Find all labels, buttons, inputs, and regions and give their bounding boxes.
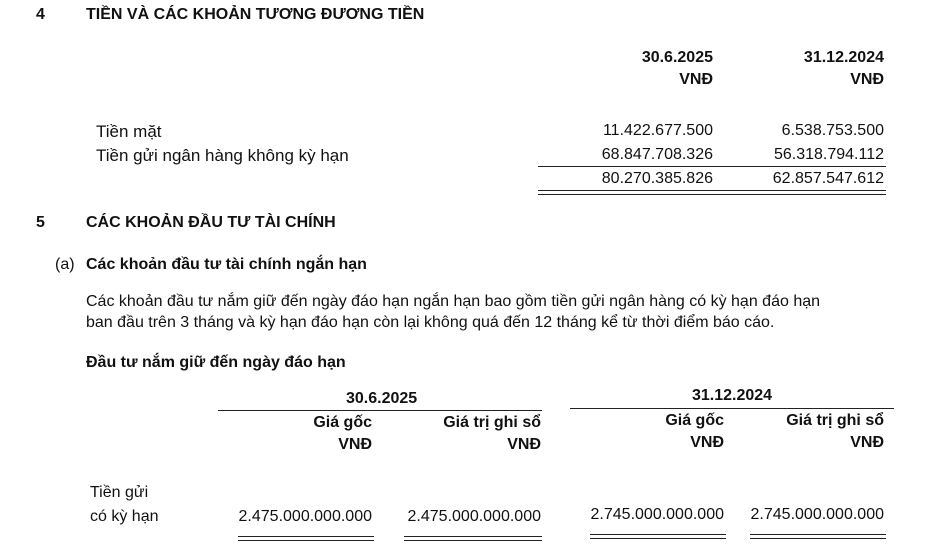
cost-currency-2024: VNĐ <box>690 434 724 451</box>
term-deposit-book-2025: 2.475.000.000.000 <box>407 508 541 525</box>
period-2024-header: 31.12.2024 <box>692 387 773 404</box>
subsection-a-label: (a) <box>55 256 75 273</box>
cost-header-2025: Giá gốc <box>313 414 372 431</box>
demand-deposit-label: Tiền gửi ngân hàng không kỳ hạn <box>96 146 349 165</box>
book-2025-double-rule-top <box>404 536 542 537</box>
section-4-col2-currency: VNĐ <box>850 71 884 88</box>
total-double-rule-bottom <box>538 194 886 195</box>
paragraph-line-1: Các khoản đầu tư nắm giữ đến ngày đáo hạn ngắn hạn bao gồm tiền gửi ngân hàng có kỳ hạn đáo hạn <box>86 293 821 310</box>
term-deposit-label-line-2: có kỳ hạn <box>90 508 159 525</box>
cost-2025-double-rule-top <box>238 536 374 537</box>
total-value-2025: 80.270.385.826 <box>601 170 713 187</box>
cost-2025-double-rule-bottom <box>238 540 374 541</box>
subtotal-rule <box>538 166 886 167</box>
section-5-number: 5 <box>36 214 45 231</box>
book-header-2024: Giá trị ghi sổ <box>786 412 884 429</box>
period-2025-rule <box>218 410 542 411</box>
book-2024-double-rule-top <box>750 534 886 535</box>
section-5-title: CÁC KHOẢN ĐẦU TƯ TÀI CHÍNH <box>86 214 336 231</box>
section-4-number: 4 <box>36 6 45 23</box>
held-to-maturity-title: Đầu tư nắm giữ đến ngày đáo hạn <box>86 354 346 371</box>
term-deposit-label-line-1: Tiền gửi <box>90 484 149 501</box>
book-2024-double-rule-bottom <box>750 538 886 539</box>
book-header-2025: Giá trị ghi sổ <box>443 414 541 431</box>
cost-header-2024: Giá gốc <box>665 412 724 429</box>
section-4-col1-date: 30.6.2025 <box>641 49 713 66</box>
demand-deposit-value-2024: 56.318.794.112 <box>773 146 884 163</box>
cost-currency-2025: VNĐ <box>338 436 372 453</box>
section-4-col2-date: 31.12.2024 <box>803 49 884 66</box>
book-currency-2025: VNĐ <box>507 436 541 453</box>
paragraph-line-2: ban đầu trên 3 tháng và kỳ hạn đáo hạn còn lại không quá đến 12 tháng kể từ thời điểm báo cáo. <box>86 314 775 331</box>
book-currency-2024: VNĐ <box>850 434 884 451</box>
subsection-a-title: Các khoản đầu tư tài chính ngắn hạn <box>86 256 367 273</box>
term-deposit-cost-2024: 2.745.000.000.000 <box>590 506 724 523</box>
term-deposit-cost-2025: 2.475.000.000.000 <box>238 508 372 525</box>
section-4-col1-currency: VNĐ <box>679 71 713 88</box>
cash-value-2025: 11.422.677.500 <box>602 122 713 139</box>
cash-label: Tiền mặt <box>96 122 162 141</box>
period-2024-rule <box>570 408 894 409</box>
term-deposit-book-2024: 2.745.000.000.000 <box>750 506 884 523</box>
total-double-rule-top <box>538 190 886 191</box>
cash-value-2024: 6.538.753.500 <box>781 122 884 139</box>
total-value-2024: 62.857.547.612 <box>772 170 884 187</box>
section-4-title: TIỀN VÀ CÁC KHOẢN TƯƠNG ĐƯƠNG TIỀN <box>86 6 425 23</box>
demand-deposit-value-2025: 68.847.708.326 <box>601 146 713 163</box>
cost-2024-double-rule-top <box>590 534 726 535</box>
book-2025-double-rule-bottom <box>404 540 542 541</box>
period-2025-header: 30.6.2025 <box>346 390 418 407</box>
cost-2024-double-rule-bottom <box>590 538 726 539</box>
